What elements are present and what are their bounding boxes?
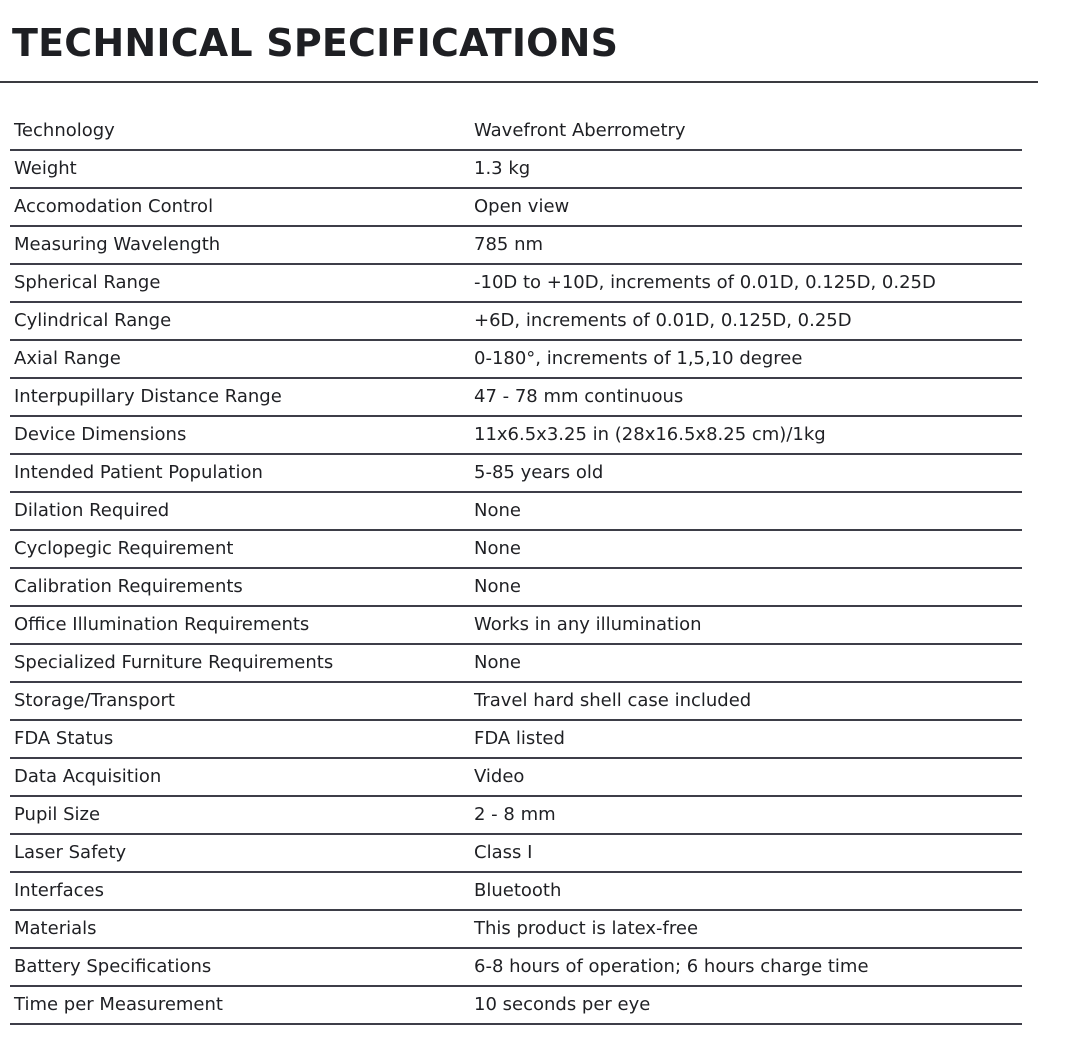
spec-value: Wavefront Aberrometry: [470, 113, 1022, 150]
table-row: [10, 986, 1022, 1024]
spec-value: 10 seconds per eye: [470, 986, 1022, 1024]
table-row: [10, 720, 1022, 758]
spec-value: None: [470, 644, 1022, 682]
spec-value: 0-180°, increments of 1,5,10 degree: [470, 340, 1022, 378]
table-row: [10, 302, 1022, 340]
spec-value: 6-8 hours of operation; 6 hours charge time: [470, 948, 1022, 986]
table-row: [10, 530, 1022, 568]
specifications-table-body: [10, 113, 1022, 1024]
spec-value: Class I: [470, 834, 1022, 872]
page-title: TECHNICAL SPECIFICATIONS: [12, 21, 619, 65]
spec-value: Open view: [470, 188, 1022, 226]
spec-value: None: [470, 492, 1022, 530]
spec-label: Axial Range: [10, 340, 470, 378]
spec-label: Weight: [10, 150, 470, 188]
table-row: [10, 113, 1022, 150]
table-row: [10, 834, 1022, 872]
table-row: [10, 188, 1022, 226]
table-row: [10, 796, 1022, 834]
spec-value: 11x6.5x3.25 in (28x16.5x8.25 cm)/1kg: [470, 416, 1022, 454]
table-row: [10, 872, 1022, 910]
specifications-table: [10, 113, 1022, 1025]
spec-label: Dilation Required: [10, 492, 470, 530]
spec-label: Time per Measurement: [10, 986, 470, 1024]
spec-label: Data Acquisition: [10, 758, 470, 796]
spec-value: None: [470, 568, 1022, 606]
spec-value: -10D to +10D, increments of 0.01D, 0.125D, 0.25D: [470, 264, 1022, 302]
table-row: [10, 758, 1022, 796]
spec-label: Storage/Transport: [10, 682, 470, 720]
table-row: [10, 492, 1022, 530]
spec-label: Technology: [10, 113, 470, 150]
table-row: [10, 606, 1022, 644]
spec-label: Battery Specifications: [10, 948, 470, 986]
spec-value: This product is latex-free: [470, 910, 1022, 948]
table-row: [10, 682, 1022, 720]
spec-value: 2 - 8 mm: [470, 796, 1022, 834]
title-divider: [0, 81, 1038, 83]
table-row: [10, 416, 1022, 454]
spec-label: Device Dimensions: [10, 416, 470, 454]
spec-label: Accomodation Control: [10, 188, 470, 226]
table-row: [10, 644, 1022, 682]
spec-label: Intended Patient Population: [10, 454, 470, 492]
spec-value: 5-85 years old: [470, 454, 1022, 492]
table-row: [10, 226, 1022, 264]
spec-value: Bluetooth: [470, 872, 1022, 910]
table-row: [10, 264, 1022, 302]
table-row: [10, 454, 1022, 492]
spec-value: +6D, increments of 0.01D, 0.125D, 0.25D: [470, 302, 1022, 340]
table-row: [10, 910, 1022, 948]
table-row: [10, 948, 1022, 986]
spec-value: Works in any illumination: [470, 606, 1022, 644]
spec-label: Spherical Range: [10, 264, 470, 302]
spec-label: Office Illumination Requirements: [10, 606, 470, 644]
spec-label: Interfaces: [10, 872, 470, 910]
spec-label: Specialized Furniture Requirements: [10, 644, 470, 682]
spec-label: Calibration Requirements: [10, 568, 470, 606]
spec-label: Laser Safety: [10, 834, 470, 872]
spec-value: Travel hard shell case included: [470, 682, 1022, 720]
spec-label: Cyclopegic Requirement: [10, 530, 470, 568]
spec-value: 47 - 78 mm continuous: [470, 378, 1022, 416]
spec-value: FDA listed: [470, 720, 1022, 758]
spec-label: Interpupillary Distance Range: [10, 378, 470, 416]
table-row: [10, 378, 1022, 416]
spec-label: FDA Status: [10, 720, 470, 758]
spec-value: Video: [470, 758, 1022, 796]
spec-label: Cylindrical Range: [10, 302, 470, 340]
table-row: [10, 150, 1022, 188]
spec-value: None: [470, 530, 1022, 568]
table-row: [10, 340, 1022, 378]
table-row: [10, 568, 1022, 606]
spec-label: Materials: [10, 910, 470, 948]
spec-value: 1.3 kg: [470, 150, 1022, 188]
spec-label: Pupil Size: [10, 796, 470, 834]
spec-label: Measuring Wavelength: [10, 226, 470, 264]
spec-value: 785 nm: [470, 226, 1022, 264]
